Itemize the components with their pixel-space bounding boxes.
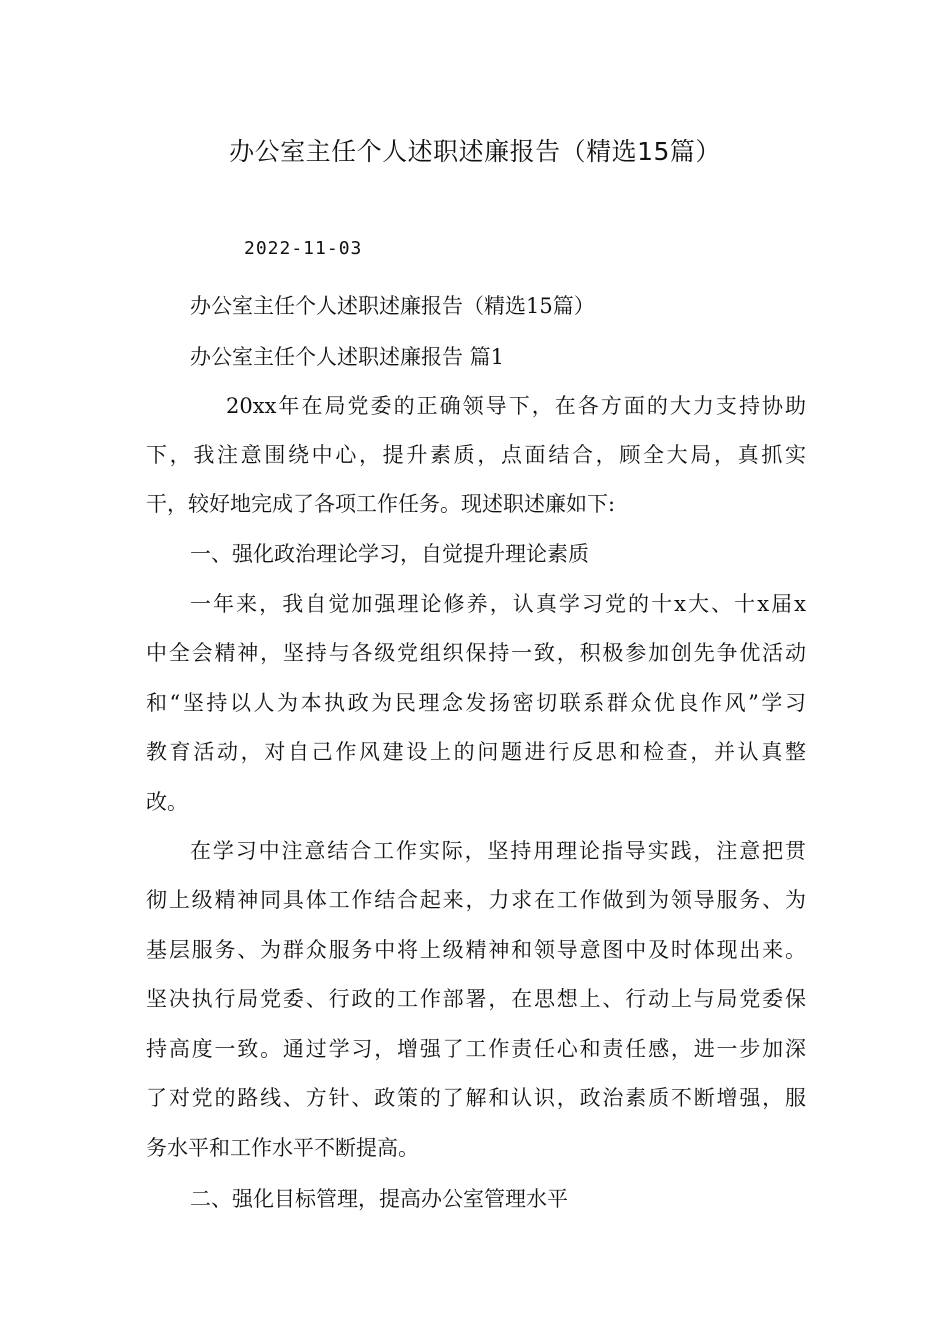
- paragraph-line: 务水平和工作水平不断提高。: [146, 1136, 419, 1160]
- paragraph-line: 改。: [146, 790, 188, 814]
- paragraph-line: 20xx年在局党委的正确领导下，在各方面的大力支持协助: [226, 394, 806, 418]
- section-title: 办公室主任个人述职述廉报告 篇1: [190, 345, 505, 369]
- paragraph-line: 在学习中注意结合工作实际，坚持用理论指导实践，注意把贯: [190, 839, 806, 863]
- document-date: 2022-11-03: [244, 238, 363, 259]
- paragraph-line: 彻上级精神同具体工作结合起来，力求在工作做到为领导服务、为: [146, 888, 806, 912]
- paragraph-line: 干，较好地完成了各项工作任务。现述职述廉如下:: [146, 492, 616, 516]
- document-title: 办公室主任个人述职述廉报告（精选15篇）: [229, 137, 721, 166]
- paragraph-line: 一年来，我自觉加强理论修养，认真学习党的十x大、十x届x: [190, 592, 806, 616]
- paragraph-line: 和“坚持以人为本执政为民理念发扬密切联系群众优良作风”学习: [146, 691, 806, 715]
- document-subtitle: 办公室主任个人述职述廉报告（精选15篇）: [190, 294, 595, 318]
- paragraph-line: 基层服务、为群众服务中将上级精神和领导意图中及时体现出来。: [146, 938, 806, 962]
- paragraph-line: 坚决执行局党委、行政的工作部署，在思想上、行动上与局党委保: [146, 987, 806, 1011]
- paragraph-line: 下，我注意围绕中心，提升素质，点面结合，顾全大局，真抓实: [146, 443, 806, 467]
- paragraph-line: 了对党的路线、方针、政策的了解和认识，政治素质不断增强，服: [146, 1086, 806, 1110]
- paragraph-line: 持高度一致。通过学习，增强了工作责任心和责任感，进一步加深: [146, 1037, 806, 1061]
- section-heading: 二、强化目标管理，提高办公室管理水平: [190, 1187, 568, 1211]
- paragraph-line: 中全会精神，坚持与各级党组织保持一致，积极参加创先争优活动: [146, 641, 806, 665]
- paragraph-line: 教育活动，对自己作风建设上的问题进行反思和检查，并认真整: [146, 740, 806, 764]
- section-heading: 一、强化政治理论学习，自觉提升理论素质: [190, 542, 589, 566]
